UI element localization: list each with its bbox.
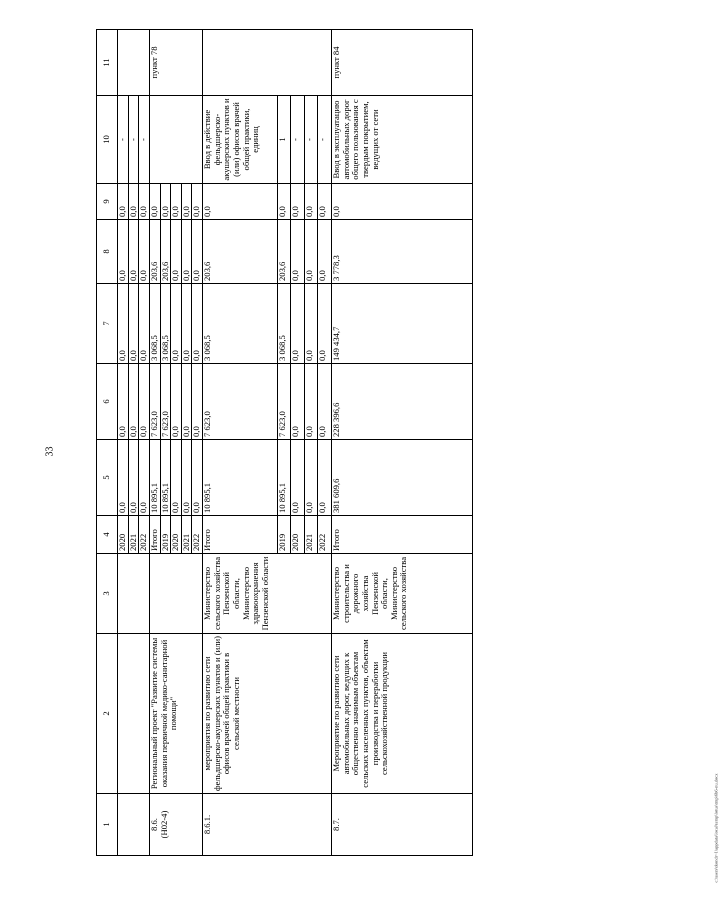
year-cell: 2020: [118, 516, 129, 554]
year-cell: Итого: [332, 516, 473, 554]
value-cell: 0,0: [318, 184, 332, 220]
year-cell: 2020: [171, 516, 182, 554]
year-cell: 2022: [192, 516, 203, 554]
table-row: [332, 30, 473, 856]
value-cell: 0,0: [139, 220, 150, 284]
item-name: Мероприятие по развитию сети автомобильных дорог, ведущих к общественно значимым объектам сельских населенных пунктов, объектам производства и переработки сельскохозяйственной продукции: [332, 634, 473, 794]
value-cell: 228 396,6: [332, 364, 473, 440]
year-cell: Итого: [203, 516, 278, 554]
empty-cell: [118, 30, 150, 96]
value-cell: 0,0: [192, 284, 203, 364]
table-row: [203, 30, 278, 856]
year-cell: 2019: [160, 516, 171, 554]
value-cell: 0,0: [192, 364, 203, 440]
value-cell: 0,0: [118, 440, 129, 516]
year-cell: Итого: [149, 516, 160, 554]
value-cell: 0,0: [139, 440, 150, 516]
year-cell: 2019: [277, 516, 291, 554]
value-cell: 0,0: [318, 364, 332, 440]
empty-cell: [149, 96, 202, 184]
header-cell: 6: [97, 364, 118, 440]
value-cell: 0,0: [304, 364, 318, 440]
header-cell: 1: [97, 794, 118, 856]
value-cell: 0,0: [318, 440, 332, 516]
note-cell: пункт 78: [149, 30, 202, 96]
value-cell: 0,0: [149, 184, 160, 220]
value-cell: 0,0: [291, 284, 305, 364]
year-cell: 2021: [304, 516, 318, 554]
value-cell: 203,6: [203, 220, 278, 284]
item-name: мероприятия по развитию сети фельдшерско-акушерских пунктов и (или) офисов врачей общей практики в сельской местности: [203, 634, 332, 794]
empty-cell: [118, 794, 150, 856]
value-cell: 7 623,0: [149, 364, 160, 440]
empty-cell: [118, 634, 150, 794]
table-row: [118, 30, 129, 856]
year-cell: 2021: [128, 516, 139, 554]
executor-cell: Министерство сельского хозяйства Пензенской области, Министерство здравоохранения Пензенской области: [203, 554, 332, 634]
rotated-table-container: [96, 30, 576, 856]
header-cell: 3: [97, 554, 118, 634]
value-cell: 0,0: [118, 284, 129, 364]
value-cell: 0,0: [318, 284, 332, 364]
indicator-value-cell: -: [118, 96, 129, 184]
header-cell: 9: [97, 184, 118, 220]
value-cell: 0,0: [291, 184, 305, 220]
value-cell: 0,0: [128, 440, 139, 516]
empty-cell: [118, 554, 150, 634]
header-cell: 11: [97, 30, 118, 96]
header-cell: 4: [97, 516, 118, 554]
value-cell: 0,0: [181, 220, 192, 284]
value-cell: 0,0: [171, 220, 182, 284]
value-cell: 0,0: [291, 364, 305, 440]
value-cell: 10 895,1: [149, 440, 160, 516]
value-cell: 0,0: [171, 364, 182, 440]
value-cell: 203,6: [160, 220, 171, 284]
value-cell: 0,0: [171, 184, 182, 220]
table-row: [149, 30, 160, 856]
value-cell: 0,0: [139, 184, 150, 220]
value-cell: 0,0: [192, 220, 203, 284]
value-cell: 381 609,6: [332, 440, 473, 516]
value-cell: 10 895,1: [203, 440, 278, 516]
value-cell: 0,0: [160, 184, 171, 220]
item-number: 8.7.: [332, 794, 473, 856]
value-cell: 10 895,1: [160, 440, 171, 516]
value-cell: 3 068,5: [160, 284, 171, 364]
indicator-value-cell: -: [304, 96, 318, 184]
indicator-cell: Ввод в действие фельдшерско-акушерских пунктов и (или) офисов врачей общей практики, единиц: [203, 96, 278, 184]
value-cell: 0,0: [171, 440, 182, 516]
header-cell: 7: [97, 284, 118, 364]
indicator-value-cell: -: [318, 96, 332, 184]
value-cell: 0,0: [332, 184, 473, 220]
header-cell: 5: [97, 440, 118, 516]
value-cell: 0,0: [304, 440, 318, 516]
indicator-value-cell: 1: [277, 96, 291, 184]
value-cell: 3 778,3: [332, 220, 473, 284]
indicator-value-cell: -: [291, 96, 305, 184]
value-cell: 0,0: [181, 364, 192, 440]
value-cell: 0,0: [171, 284, 182, 364]
value-cell: 149 434,7: [332, 284, 473, 364]
value-cell: 7 623,0: [203, 364, 278, 440]
value-cell: 0,0: [118, 184, 129, 220]
value-cell: 0,0: [181, 440, 192, 516]
value-cell: 0,0: [128, 364, 139, 440]
header-cell: 8: [97, 220, 118, 284]
value-cell: 0,0: [139, 364, 150, 440]
value-cell: 0,0: [304, 220, 318, 284]
value-cell: 0,0: [291, 220, 305, 284]
value-cell: 0,0: [128, 184, 139, 220]
empty-cell: [149, 554, 202, 634]
value-cell: 0,0: [277, 184, 291, 220]
item-name: Региональный проект "Развитие системы оказания первичной медико-санитарной помощи": [149, 634, 202, 794]
value-cell: 0,0: [291, 440, 305, 516]
value-cell: 0,0: [304, 184, 318, 220]
value-cell: 0,0: [304, 284, 318, 364]
item-number: 8.6. (Н02-4): [149, 794, 202, 856]
year-cell: 2022: [139, 516, 150, 554]
empty-cell: [203, 30, 332, 96]
indicator-value-cell: -: [128, 96, 139, 184]
program-table: [96, 29, 473, 856]
value-cell: 3 068,5: [203, 284, 278, 364]
value-cell: 0,0: [118, 364, 129, 440]
year-cell: 2021: [181, 516, 192, 554]
value-cell: 7 623,0: [160, 364, 171, 440]
value-cell: 3 068,5: [149, 284, 160, 364]
indicator-cell: Ввод в эксплуатацию автомобильных дорог общего пользования с твердым покрытием, ведущих от сети: [332, 96, 473, 184]
value-cell: 0,0: [181, 284, 192, 364]
value-cell: 3 068,5: [277, 284, 291, 364]
value-cell: 0,0: [203, 184, 278, 220]
year-cell: 2022: [318, 516, 332, 554]
value-cell: 0,0: [128, 284, 139, 364]
value-cell: 0,0: [192, 184, 203, 220]
value-cell: 0,0: [318, 220, 332, 284]
header-row: [97, 30, 118, 856]
header-cell: 2: [97, 634, 118, 794]
value-cell: 0,0: [118, 220, 129, 284]
header-cell: 10: [97, 96, 118, 184]
value-cell: 0,0: [128, 220, 139, 284]
indicator-value-cell: -: [139, 96, 150, 184]
year-cell: 2020: [291, 516, 305, 554]
value-cell: 203,6: [277, 220, 291, 284]
note-cell: пункт 84: [332, 30, 473, 96]
value-cell: 7 623,0: [277, 364, 291, 440]
page-number: 33: [44, 446, 56, 457]
value-cell: 0,0: [192, 440, 203, 516]
value-cell: 203,6: [149, 220, 160, 284]
value-cell: 0,0: [181, 184, 192, 220]
executor-cell: Министерство строительства и дорожного хозяйства Пензенской области, Министерство сельского хозяйства: [332, 554, 473, 634]
item-number: 8.6.1.: [203, 794, 332, 856]
file-path-footer: c:\users\tkondr~1\appdata\local\temp\lotus\tmp\6b6-nu.docx: [713, 773, 719, 883]
value-cell: 10 895,1: [277, 440, 291, 516]
value-cell: 0,0: [139, 284, 150, 364]
